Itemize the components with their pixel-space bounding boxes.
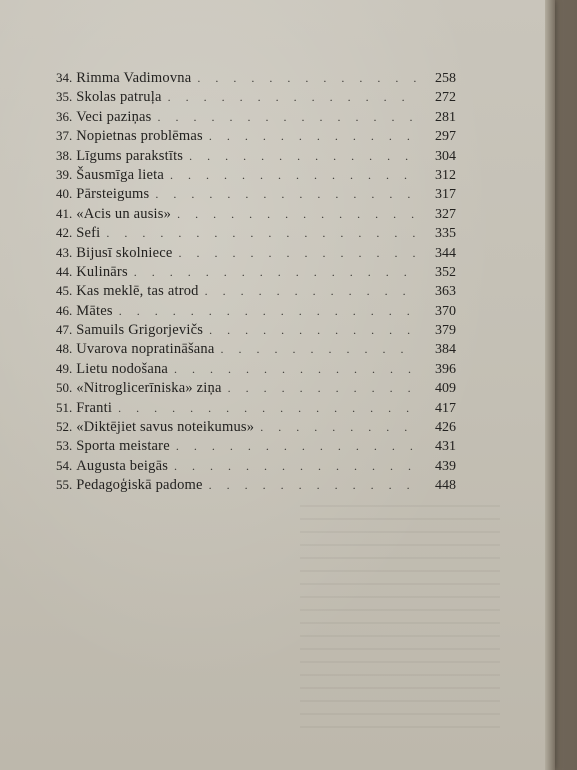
toc-entry [56,126,456,145]
chapter-title: Rimma Vadimovna [76,70,192,86]
chapter-title: Samuils Grigorjevičs [76,322,204,339]
chapter-title: Līgums parakstīts [76,147,184,164]
dot-leader [189,147,416,166]
page-number: 344 [435,245,456,261]
chapter-number: 47. [56,322,73,338]
toc-entry [56,417,456,436]
toc-entry [56,339,456,358]
chapter-number: 36. [56,108,73,124]
dot-leader [106,224,416,243]
page-number: 352 [435,264,456,280]
chapter-number: 48. [56,341,73,357]
dot-leader [158,108,416,127]
chapter-title: Bijusī skolniece [76,244,173,261]
page-number: 431 [435,439,456,455]
toc-entry [56,456,456,475]
chapter-number: 34. [56,70,73,85]
bleed-through-text [300,505,500,735]
toc-entry [56,184,456,203]
chapter-title: Sefi [76,225,101,242]
dot-leader [209,127,416,146]
dot-leader [209,476,416,495]
chapter-title: Pedagoģiskā padome [76,477,203,494]
page-number: 439 [435,458,456,474]
chapter-number: 40. [56,186,73,202]
page-number: 370 [435,303,456,319]
toc-entry [56,378,456,397]
toc-entry [56,281,456,300]
chapter-title: Sporta meistare [76,438,170,455]
toc-entry [56,165,456,184]
page-number: 258 [435,71,456,86]
page-number: 317 [435,187,456,203]
chapter-title: Kas meklē, tas atrod [76,283,199,300]
chapter-number: 52. [56,419,73,435]
dot-leader [260,418,416,437]
chapter-title: Lietu nodošana [76,360,169,377]
page-number: 272 [435,90,456,106]
dot-leader [177,205,416,224]
page-number: 448 [435,478,456,494]
chapter-number: 54. [56,457,73,473]
chapter-number: 35. [56,89,73,105]
page-number: 335 [435,226,456,242]
dot-leader [174,360,416,379]
chapter-title: Kulinārs [76,263,128,280]
chapter-title: Pārsteigums [76,186,150,203]
page-number: 304 [435,148,456,164]
dot-leader [209,321,416,340]
toc-entry [56,475,456,494]
dot-leader [155,185,416,204]
chapter-number: 53. [56,438,73,454]
toc-entry [56,301,456,320]
chapter-title: «Nitroglicerīniska» ziņa [76,380,222,397]
table-of-contents [56,68,456,495]
chapter-number: 51. [56,399,73,415]
toc-entry [56,107,456,126]
chapter-title: Šausmīga lieta [76,166,165,183]
dot-leader [168,88,416,107]
chapter-number: 42. [56,225,73,241]
chapter-number: 41. [56,205,73,221]
chapter-number: 38. [56,147,73,163]
chapter-title: Veci paziņas [76,108,152,125]
toc-entry [56,320,456,339]
chapter-number: 43. [56,244,73,260]
dot-leader [118,399,416,418]
dot-leader [176,437,416,456]
chapter-number: 37. [56,128,73,144]
chapter-number: 46. [56,302,73,318]
chapter-title: «Acis un ausis» [76,205,172,222]
dot-leader [134,263,416,282]
dot-leader [197,69,416,88]
dot-leader [119,302,416,321]
chapter-title: Skolas patruļa [76,89,162,106]
chapter-number: 44. [56,263,73,279]
toc-entry [56,398,456,417]
chapter-title: Franti [76,399,113,416]
page-number: 327 [435,206,456,222]
chapter-number: 39. [56,166,73,182]
dot-leader [228,379,416,398]
page-number: 417 [435,400,456,416]
page-number: 297 [435,129,456,145]
chapter-number: 49. [56,360,73,376]
toc-entry [56,223,456,242]
page-number: 426 [435,420,456,436]
chapter-number: 50. [56,380,73,396]
dot-leader [205,282,416,301]
toc-entry [56,262,456,281]
toc-entry [56,436,456,455]
chapter-title: Augusta beigās [76,457,169,474]
dot-leader [178,244,416,263]
toc-entry [56,146,456,165]
page-number: 281 [435,109,456,125]
page-number: 409 [435,381,456,397]
chapter-number: 45. [56,283,73,299]
toc-entry [56,204,456,223]
chapter-number: 55. [56,477,73,493]
page-number: 384 [435,342,456,358]
dot-leader [221,340,416,359]
chapter-title: Nopietnas problēmas [76,128,203,145]
dot-leader [174,457,416,476]
page-edge [545,0,555,770]
page-number: 379 [435,323,456,339]
chapter-title: Uvarova nopratināšana [76,341,215,358]
page-number: 396 [435,361,456,377]
dot-leader [170,166,416,185]
toc-entry [56,68,456,87]
toc-entry [56,87,456,106]
toc-entry [56,243,456,262]
toc-entry [56,359,456,378]
chapter-title: «Diktējiet savus noteikumus» [76,419,255,436]
page-number: 312 [435,167,456,183]
page-number: 363 [435,284,456,300]
chapter-title: Mātes [76,302,113,319]
